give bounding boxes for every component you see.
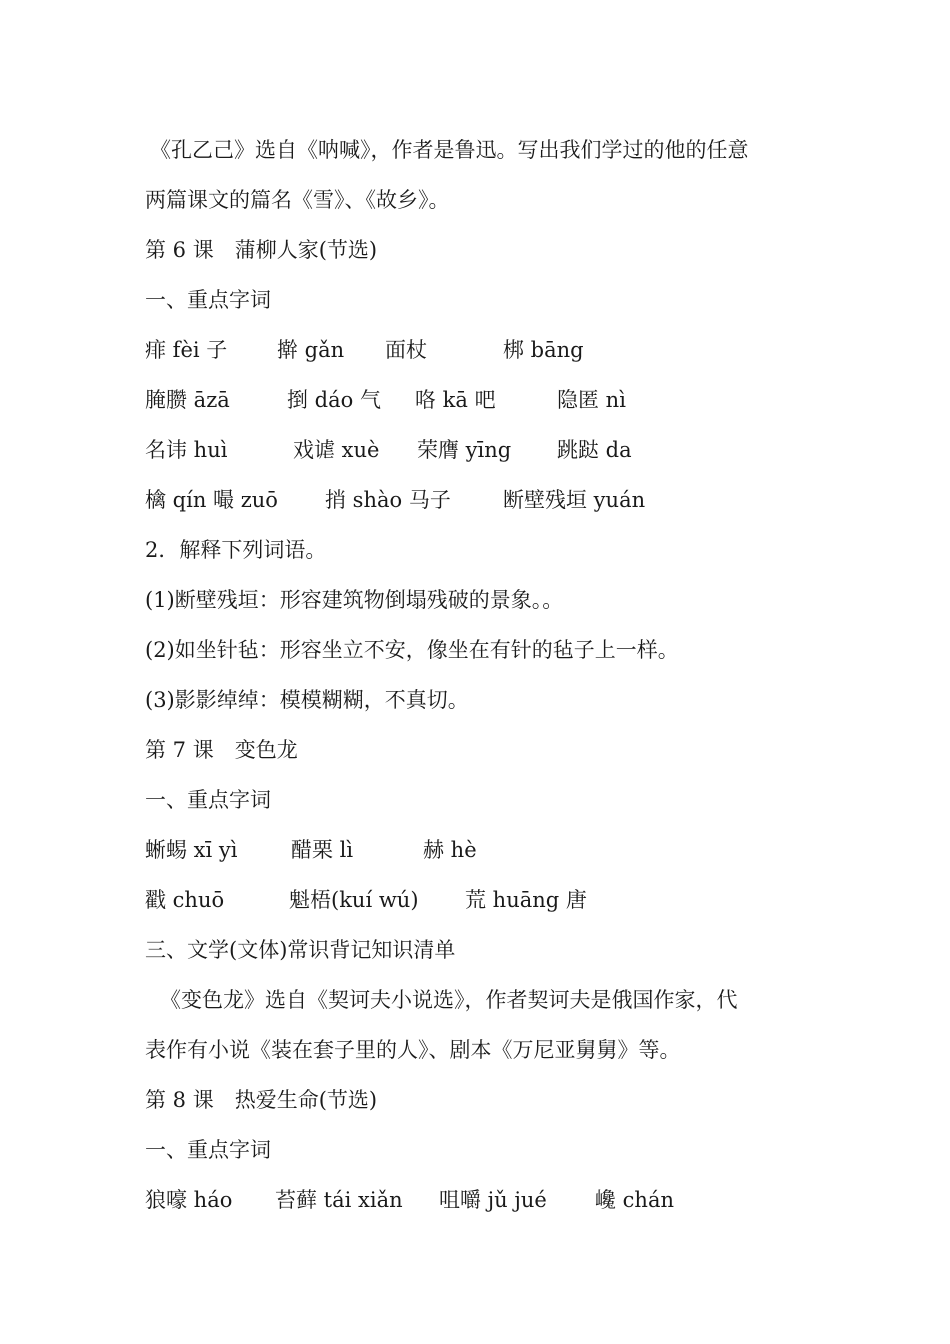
word-item: 戳 chuō [145, 888, 225, 912]
lesson7-title: 第 7 课 变色龙 [145, 738, 298, 762]
word-item: 痱 fèi 子 [145, 338, 228, 362]
word-item: 赫 hè [423, 838, 477, 862]
lesson8-word-row-1 [145, 1184, 810, 1216]
word-item: 咀嚼 jǔ jué [439, 1188, 547, 1212]
lesson7-word-row-2 [145, 884, 810, 916]
lesson7-paragraph-line-1: 《变色龙》选自《契诃夫小说选》，作者契诃夫是俄国作家，代 [160, 988, 738, 1012]
word-item: 断壁残垣 yuán [503, 488, 646, 512]
lesson6-word-row-2 [145, 384, 810, 416]
lesson7-section-heading: 一、重点字词 [145, 788, 271, 812]
word-item: 隐匿 nì [557, 388, 626, 412]
word-item: 狼嚎 háo [145, 1188, 233, 1212]
word-item: 擀 gǎn [277, 338, 345, 362]
word-item: 檎 qín 嘬 zuō [145, 488, 278, 512]
intro-line-1: 《孔乙己》选自《呐喊》，作者是鲁迅。写出我们学过的他的任意 [150, 138, 749, 162]
lesson6-word-row-3 [145, 434, 810, 466]
lesson6-section-2-heading: 2．解释下列词语。 [145, 538, 327, 562]
word-item: 咯 kā 吧 [415, 388, 496, 412]
lesson6-word-row-4 [145, 484, 810, 516]
lesson6-section-heading: 一、重点字词 [145, 288, 271, 312]
word-item: 捯 dáo 气 [287, 388, 381, 412]
word-item: 戏谑 xuè [293, 438, 380, 462]
word-item: 跳跶 da [557, 438, 632, 462]
lesson6-word-row-1 [145, 334, 810, 366]
intro-line-2: 两篇课文的篇名《雪》、《故乡》。 [145, 188, 450, 212]
word-item: 苔藓 tái xiǎn [275, 1188, 403, 1212]
word-item: 梆 bāng [503, 338, 584, 362]
word-item: 荒 huāng 唐 [465, 888, 587, 912]
lesson7-word-row-1 [145, 834, 810, 866]
word-item: 面杖 [385, 338, 427, 362]
word-item: 名讳 huì [145, 438, 228, 462]
word-item: 魁梧(kuí wú) [289, 888, 419, 912]
word-item: 巉 chán [595, 1188, 675, 1212]
lesson8-section-heading: 一、重点字词 [145, 1138, 271, 1162]
definition-3: (3)影影绰绰：模模糊糊，不真切。 [145, 688, 469, 712]
word-item: 荣膺 yīng [417, 438, 512, 462]
lesson8-title: 第 8 课 热爱生命(节选) [145, 1088, 378, 1112]
word-item: 捎 shào 马子 [325, 488, 451, 512]
definition-1: (1)断壁残垣：形容建筑物倒塌残破的景象。。 [145, 588, 564, 612]
word-item: 醋栗 lì [291, 838, 354, 862]
lesson7-paragraph-line-2: 表作有小说《装在套子里的人》、剧本《万尼亚舅舅》等。 [145, 1038, 681, 1062]
word-item: 蜥蜴 xī yì [145, 838, 238, 862]
lesson6-title: 第 6 课 蒲柳人家(节选) [145, 238, 378, 262]
definition-2: (2)如坐针毡：形容坐立不安，像坐在有针的毡子上一样。 [145, 638, 679, 662]
word-item: 腌臜 āzā [145, 388, 230, 412]
lesson7-section-3-heading: 三、文学(文体)常识背记知识清单 [145, 938, 456, 962]
